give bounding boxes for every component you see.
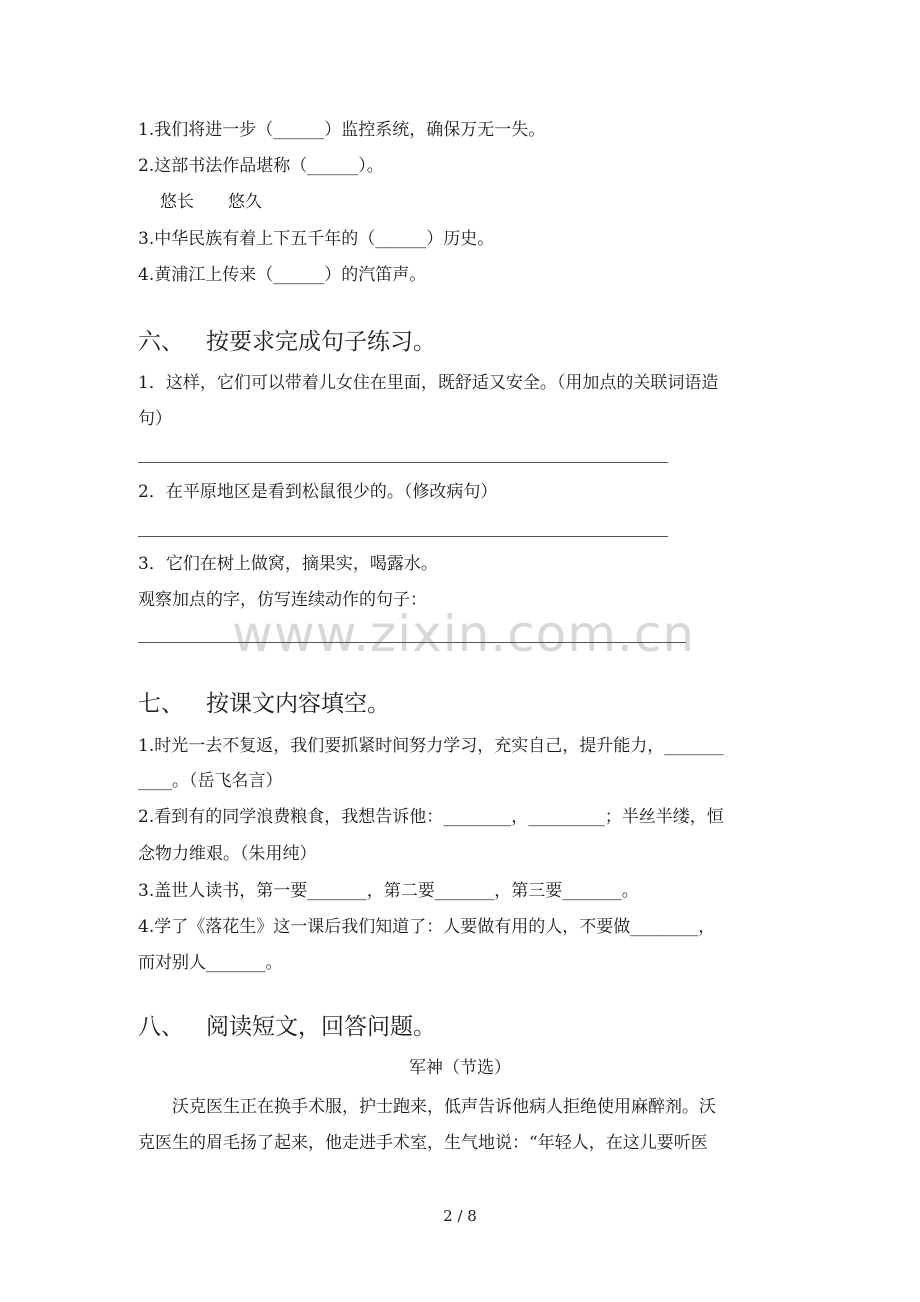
passage-para-line1: 沃克医生正在换手术服，护士跑来，低声告诉他病人拒绝使用麻醉剂。沃 [172,1097,716,1117]
sec5-item-4: 4.黄浦江上传来（______）的汽笛声。 [138,265,427,285]
section-6-number: 六、 [138,329,184,355]
answer-line-3[interactable] [138,642,686,643]
sec7-q4-line1: 4.学了《落花生》这一课后我们知道了：人要做有用的人，不要做________， [138,917,716,937]
answer-line-2[interactable] [138,536,668,537]
section-8-title: 阅读短文，回答问题。 [206,1014,436,1040]
sec5-item-2: 2.这部书法作品堪称（______）。 [138,156,384,176]
section-7-title: 按课文内容填空。 [206,691,390,717]
sec5-item-1: 1.我们将进一步（______）监控系统，确保万无一失。 [138,120,546,140]
page-number: 2 / 8 [443,1207,477,1225]
word-choices: 悠长 悠久 [160,192,262,212]
sec7-q2-line2: 念物力维艰。（朱用纯） [138,844,317,864]
sec6-q2: 2．在平原地区是看到松鼠很少的。（修改病句） [138,482,498,502]
answer-line-1[interactable] [138,462,668,463]
sec6-q3-sub: 观察加点的字，仿写连续动作的句子： [138,590,427,610]
sec6-q3: 3．它们在树上做窝，摘果实，喝露水。 [138,554,438,574]
sec7-q2-line1: 2.看到有的同学浪费粮食，我想告诉他：________，_________；半丝半缕，恒 [138,807,724,827]
watermark: www.zixin.com.cn [232,605,696,663]
sec7-q3: 3.盖世人读书，第一要_______，第二要_______，第三要_______。 [138,881,639,901]
section-6-heading [138,327,436,357]
sec7-q1-line2: ____。（岳飞名言） [138,771,283,791]
sec6-q1-line1: 1．这样，它们可以带着儿女住在里面，既舒适又安全。（用加点的关联词语造 [138,373,719,393]
sec6-q1-line2: 句） [138,409,172,429]
section-6-title: 按要求完成句子练习。 [206,329,436,355]
sec5-item-3: 3.中华民族有着上下五千年的（______）历史。 [138,229,495,249]
section-7-heading [138,689,390,719]
section-7-number: 七、 [138,691,184,717]
passage-title: 军神（节选） [409,1058,511,1078]
section-8-number: 八、 [138,1014,184,1040]
section-8-heading [138,1012,436,1042]
passage-para-line2: 克医生的眉毛扬了起来，他走进手术室，生气地说：“年轻人，在这儿要听医 [138,1133,708,1153]
sec7-q4-line2: 而对别人_______。 [138,953,283,973]
sec7-q1-line1: 1.时光一去不复返，我们要抓紧时间努力学习，充实自己，提升能力，_______ [138,736,724,756]
